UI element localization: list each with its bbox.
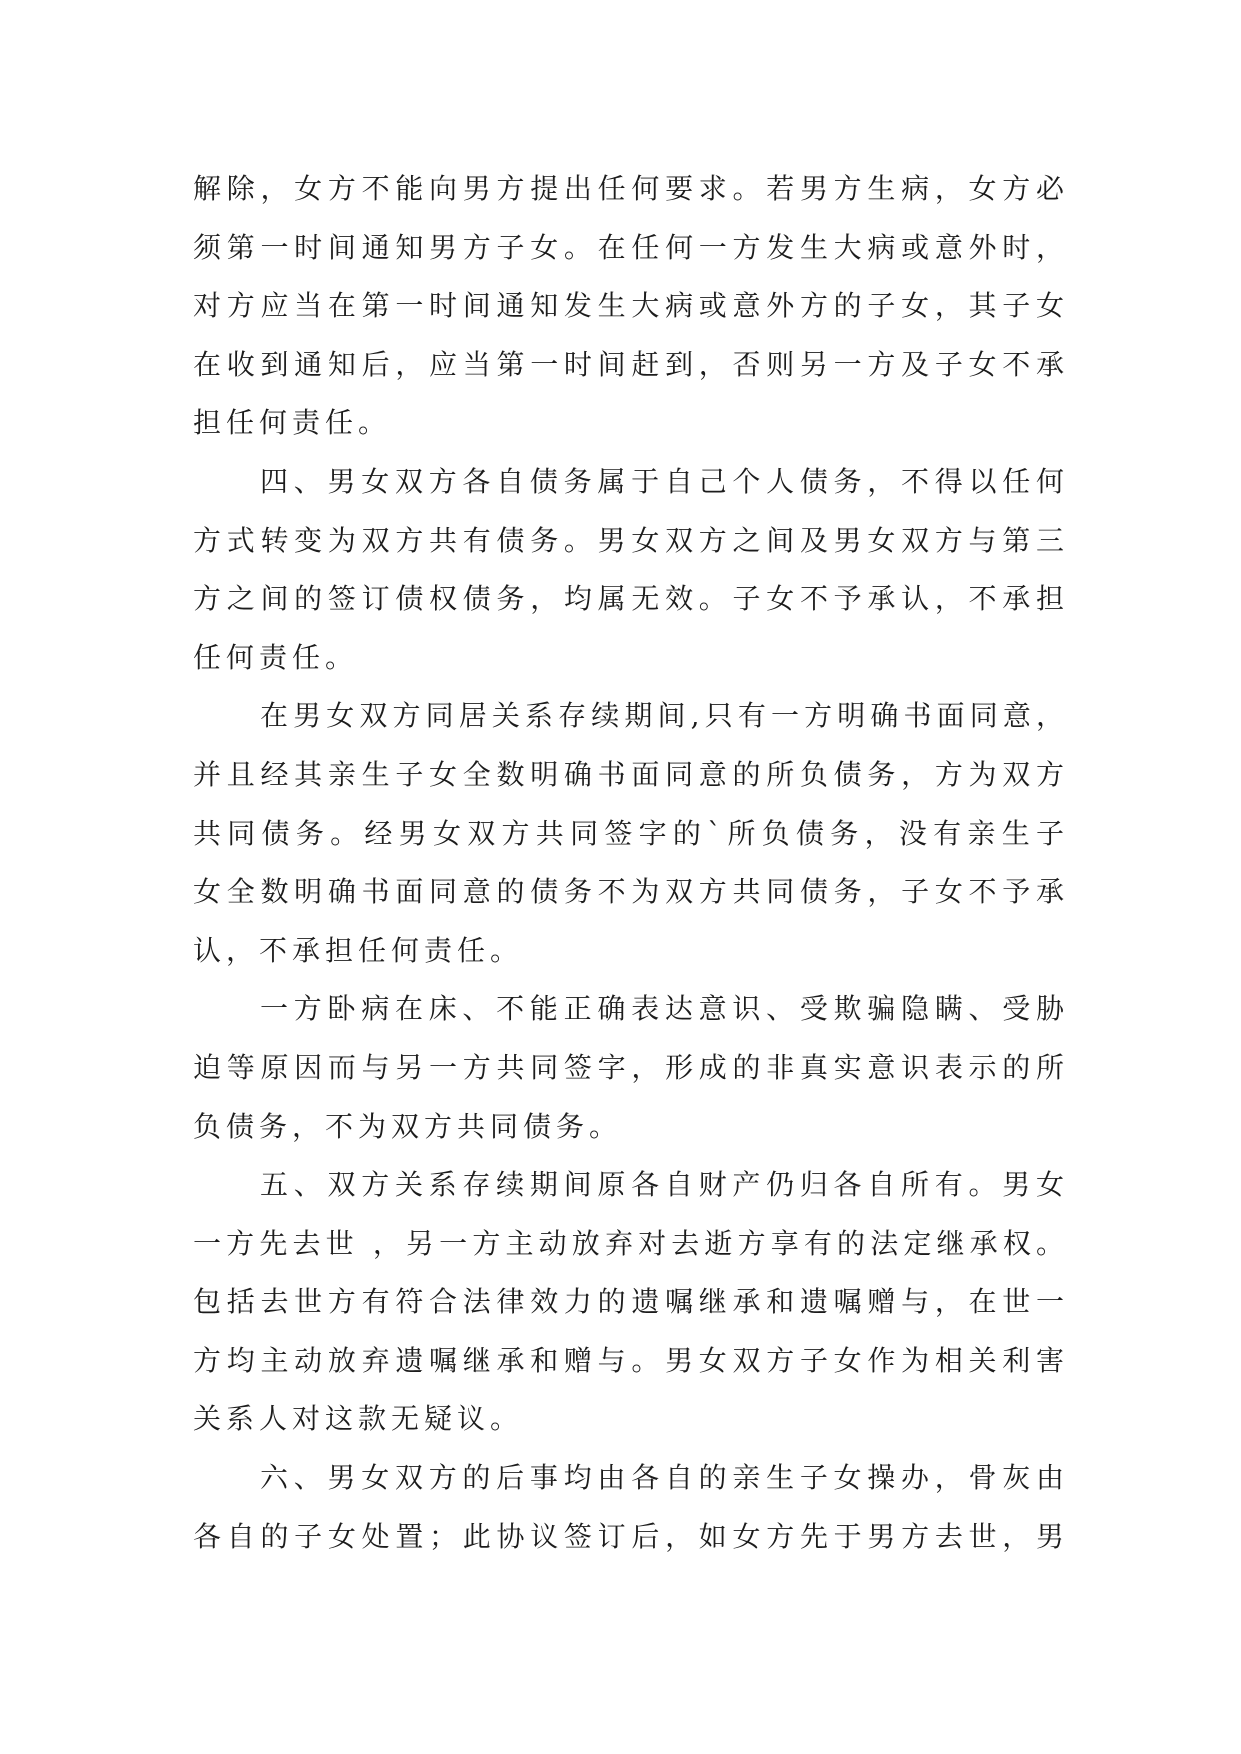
text-line: 五、双方关系存续期间原各自财产仍归各自所有。男女 <box>260 1168 1069 1202</box>
text-line: 迫等原因而与另一方共同签字，形成的非真实意识表示的所 <box>193 1050 1069 1084</box>
text-line: 须第一时间通知男方子女。在任何一方发生大病或意外时， <box>193 230 1069 264</box>
text-line: 解除，女方不能向男方提出任何要求。若男方生病，女方必 <box>193 172 1069 205</box>
text-line: 关系人对这款无疑议。 <box>193 1402 524 1436</box>
document-page <box>193 160 1069 1566</box>
text-line: 认，不承担任何责任。 <box>193 933 524 967</box>
paragraph-clause-4 <box>193 453 1069 687</box>
text-line: 方式转变为双方共有债务。男女双方之间及男女双方与第三 <box>193 523 1069 557</box>
text-line: 四、男女双方各自债务属于自己个人债务，不得以任何 <box>260 464 1069 498</box>
text-line: 包括去世方有符合法律效力的遗嘱继承和遗嘱赠与，在世一 <box>193 1285 1069 1319</box>
text-line: 女全数明确书面同意的债务不为双方共同债务，子女不予承 <box>193 875 1069 909</box>
text-line: 一方卧病在床、不能正确表达意识、受欺骗隐瞒、受胁 <box>260 992 1069 1026</box>
paragraph-clause-6 <box>193 1449 1069 1566</box>
text-line: 方均主动放弃遗嘱继承和赠与。男女双方子女作为相关利害 <box>193 1343 1069 1377</box>
text-line: 对方应当在第一时间通知发生大病或意外方的子女，其子女 <box>193 289 1069 323</box>
text-line: 共同债务。经男女双方共同签字的`所负债务，没有亲生子 <box>193 816 1069 850</box>
text-line: 各自的子女处置；此协议签订后，如女方先于男方去世，男 <box>193 1519 1069 1553</box>
text-line: 在收到通知后，应当第一时间赶到，否则另一方及子女不承 <box>193 347 1069 381</box>
text-line: 任何责任。 <box>193 640 359 674</box>
paragraph-clause-5 <box>193 1156 1069 1449</box>
text-line: 担任何责任。 <box>193 406 392 440</box>
text-line: 负债务，不为双方共同债务。 <box>193 1109 623 1143</box>
text-line: 并且经其亲生子女全数明确书面同意的所负债务，方为双方 <box>193 757 1069 791</box>
text-line: 六、男女双方的后事均由各自的亲生子女操办，骨灰由 <box>260 1461 1069 1495</box>
paragraph-continuation <box>193 160 1069 453</box>
text-line: 在男女双方同居关系存续期间,只有一方明确书面同意， <box>260 699 1069 733</box>
text-line: 方之间的签订债权债务，均属无效。子女不予承认，不承担 <box>193 582 1069 616</box>
paragraph-joint-debt <box>193 687 1069 980</box>
text-line: 一方先去世 ，另一方主动放弃对去逝方享有的法定继承权。 <box>193 1226 1069 1260</box>
paragraph-invalid-signature <box>193 980 1069 1156</box>
